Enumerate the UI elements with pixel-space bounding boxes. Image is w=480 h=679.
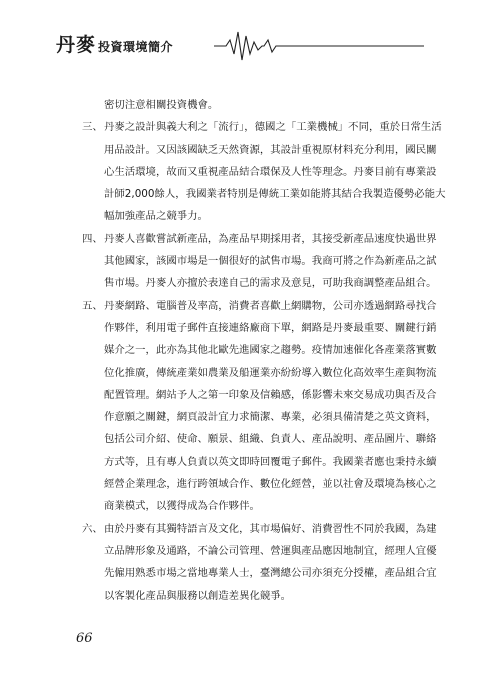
text-line: 計師2,000餘人，我國業者特別是傳統工業如能將其結合我製造優勢必能大 xyxy=(104,188,446,201)
running-header xyxy=(0,0,480,70)
text-line: 丹麥人喜歡嘗試新產品，為產品早期採用者，其接受新產品速度快過世界 xyxy=(104,232,437,245)
heartbeat-line-icon xyxy=(0,0,480,70)
text-line: 作意願之關鍵，網頁設計宜力求簡潔、專業，必須具備清楚之英文資料， xyxy=(104,411,437,424)
header-title-sub: 投資環境簡介 xyxy=(98,40,174,54)
text-line: 其他國家，該國市場是一個很好的試售市場。我商可將之作為新產品之試 xyxy=(104,255,437,268)
item-number: 三、 xyxy=(82,121,103,134)
text-line: 立品牌形象及通路，不論公司管理、營運與產品應因地制宜，經理人宜優 xyxy=(104,544,437,557)
text-line: 丹麥之設計與義大利之「流行」，德國之「工業機械」不同，重於日常生活 xyxy=(104,121,442,134)
text-line: 售市場。丹麥人亦擅於表達自己的需求及意見，可助我商調整產品組合。 xyxy=(104,277,437,290)
item-text xyxy=(104,518,437,607)
document-body xyxy=(82,94,446,607)
list-item xyxy=(82,228,437,295)
text-line: 作夥伴，利用電子郵件直接連絡廠商下單，網路是丹麥最重要、關鍵行銷 xyxy=(104,321,437,334)
text-line: 方式等，且有專人負責以英文即時回覆電子郵件。我國業者應也秉持永續 xyxy=(104,455,437,468)
text-line: 以客製化產品與服務以創造差異化競爭。 xyxy=(104,589,292,602)
item-number: 六、 xyxy=(82,522,103,535)
text-line: 心生活環境，故而又重視產品結合環保及人性等理念。丹麥目前有專業設 xyxy=(104,165,437,178)
text-line: 位化推廣，傳統產業如農業及船運業亦紛紛導入數位化高效率生產與物流 xyxy=(104,366,437,379)
text-line: 經營企業理念，進行跨領域合作、數位化經營，並以社會及環境為核心之 xyxy=(104,478,437,491)
item-number: 四、 xyxy=(82,232,103,245)
item-text xyxy=(104,116,445,227)
text-line: 先僱用熟悉市場之當地專業人士，臺灣總公司亦須充分授權，產品組合宜 xyxy=(104,567,437,580)
text-line: 用品設計。又因該國缺乏天然資源，其設計重視原材料充分利用，國民關 xyxy=(104,143,437,156)
header-title-main: 丹麥 xyxy=(56,34,97,56)
list-item xyxy=(82,116,446,227)
item-number: 五、 xyxy=(82,299,103,312)
text-line: 由於丹麥有其獨特語言及文化，其市場偏好、消費習性不同於我國，為建 xyxy=(104,522,437,535)
text-line: 媒介之一，此亦為其他北歐先進國家之趨勢。疫情加速催化各產業落實數 xyxy=(104,344,437,357)
text-line: 包括公司介紹、使命、願景、組織、負責人、產品說明、產品圖片、聯絡 xyxy=(104,433,437,446)
list-item xyxy=(82,518,437,607)
text-line: 配置管理。網站予人之第一印象及信賴感，係影響未來交易成功與否及合 xyxy=(104,388,437,401)
text-line: 丹麥網路、電腦普及率高，消費者喜歡上網購物，公司亦透過網路尋找合 xyxy=(104,299,437,312)
text-line: 幅加強產品之競爭力。 xyxy=(104,210,208,223)
text-line: 商業模式，以獲得成為合作夥伴。 xyxy=(104,500,260,513)
item-text xyxy=(104,228,437,295)
list-item xyxy=(82,295,437,518)
page-number: 66 xyxy=(76,631,93,646)
item-text xyxy=(104,295,437,518)
continuation-line: 密切注意相關投資機會。 xyxy=(104,99,219,111)
